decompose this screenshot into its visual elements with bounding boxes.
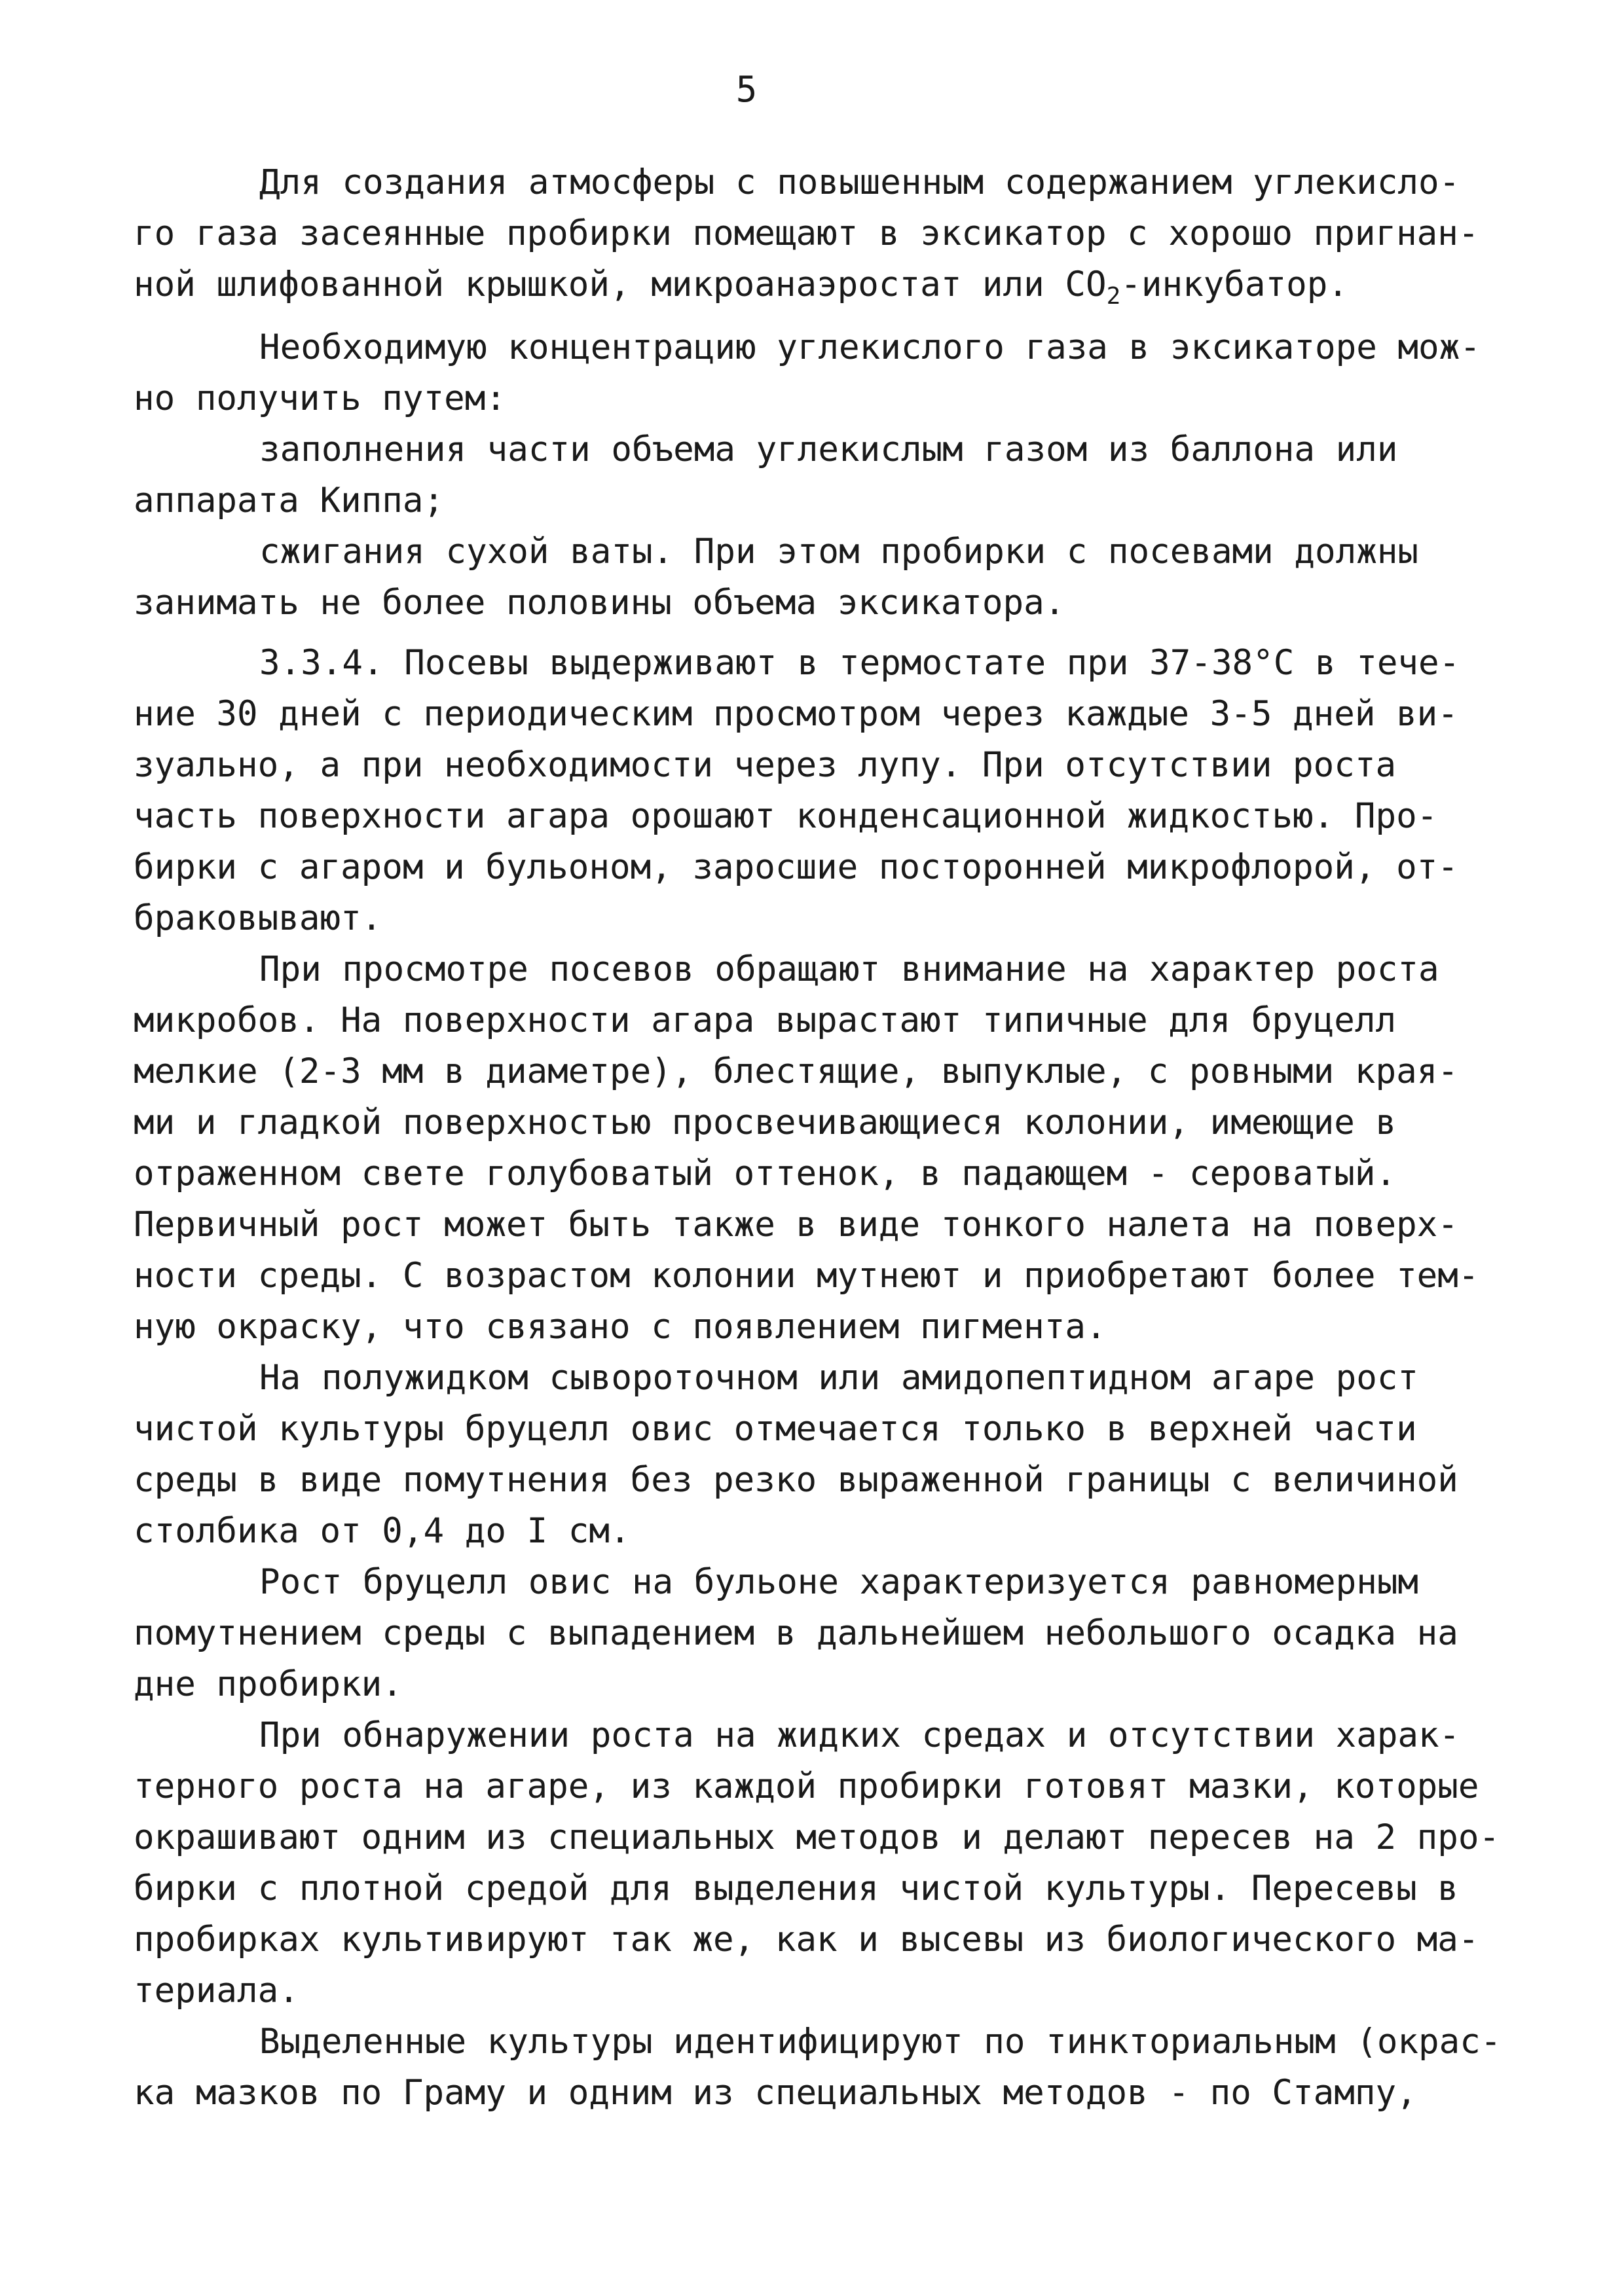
text-line: 3.3.4. Посевы выдерживают в термостате при 37-38°С в тече- (259, 643, 1460, 683)
text-line: На полужидком сывороточном или амидопептидном агаре рост (259, 1358, 1419, 1398)
text-line: териала. (134, 1971, 299, 2011)
text-line: помутнением среды с выпадением в дальнейшем небольшого осадка на (134, 1613, 1458, 1653)
text-line: бирки с плотной средой для выделения чистой культуры. Пересевы в (134, 1868, 1458, 1908)
subscript: 2 (1106, 283, 1121, 310)
text-line: отраженном свете голубоватый оттенок, в падающем - сероватый. (134, 1154, 1397, 1194)
text-line: пробирках культивируют так же, как и высевы из биологического ма- (134, 1920, 1479, 1959)
text-line: Рост бруцелл овис на бульоне характеризуется равномерным (259, 1562, 1419, 1602)
text-line: ности среды. С возрастом колонии мутнеют и приобретают более тем- (134, 1256, 1479, 1296)
text-line: среды в виде помутнения без резко выраженной границы с величиной (134, 1460, 1458, 1500)
text-line (134, 259, 1535, 322)
text-line: чистой культуры бруцелл овис отмечается только в верхней части (134, 1409, 1417, 1449)
text-line: ка мазков по Граму и одним из специальных методов - по Стампу, (134, 2073, 1417, 2113)
text-line: браковывают. (134, 898, 382, 938)
text-segment: ной шлифованной крышкой, микроанаэростат или СО (134, 264, 1107, 304)
text-line: ную окраску, что связано с появлением пигмента. (134, 1307, 1107, 1347)
text-line: Первичный рост может быть также в виде тонкого налета на поверх- (134, 1205, 1458, 1245)
text-line: бирки с агаром и бульоном, заросшие посторонней микрофлорой, от- (134, 847, 1458, 887)
text-line: аппарата Киппа; (134, 481, 445, 520)
text-line: столбика от 0,4 до I см. (134, 1511, 631, 1551)
text-line: При просмотре посевов обращают внимание на характер роста (259, 949, 1439, 989)
text-line: ми и гладкой поверхностью просвечивающиеся колонии, имеющие в (134, 1102, 1397, 1142)
text-line: терного роста на агаре, из каждой пробирки готовят мазки, которые (134, 1766, 1479, 1806)
text-line: мелкие (2-3 мм в диаметре), блестящие, выпуклые, с ровными края- (134, 1051, 1458, 1091)
text-line: Для создания атмосферы с повышенным содержанием углекисло- (259, 162, 1460, 202)
text-line: микробов. На поверхности агара вырастают типичные для бруцелл (134, 1000, 1397, 1040)
text-line: заполнения части объема углекислым газом из баллона или (259, 429, 1398, 469)
text-line: дне пробирки. (134, 1664, 403, 1704)
text-line: Необходимую концентрацию углекислого газа в эксикаторе мож- (259, 327, 1481, 367)
text-line: го газа засеянные пробирки помещают в эксикатор с хорошо пригнан- (134, 213, 1479, 253)
text-line: занимать не более половины объема эксикатора. (134, 583, 1065, 623)
body-text (134, 157, 1535, 2119)
text-line: При обнаружении роста на жидких средах и отсутствии харак- (259, 1715, 1460, 1755)
text-line: окрашивают одним из специальных методов и делают пересев на 2 про- (134, 1817, 1500, 1857)
text-line: часть поверхности агара орошают конденсационной жидкостью. Про- (134, 796, 1438, 836)
text-line: сжигания сухой ваты. При этом пробирки с посевами должны (259, 532, 1419, 572)
text-line: зуально, а при необходимости через лупу. При отсутствии роста (134, 745, 1397, 785)
text-line: Выделенные культуры идентифицируют по тинкториальным (окрас- (259, 2022, 1502, 2062)
text-line: ние 30 дней с периодическим просмотром через каждые 3-5 дней ви- (134, 694, 1458, 734)
page-number: 5 (735, 69, 758, 110)
text-line: но получить путем: (134, 378, 506, 418)
text-segment: -инкубатор. (1120, 264, 1348, 304)
